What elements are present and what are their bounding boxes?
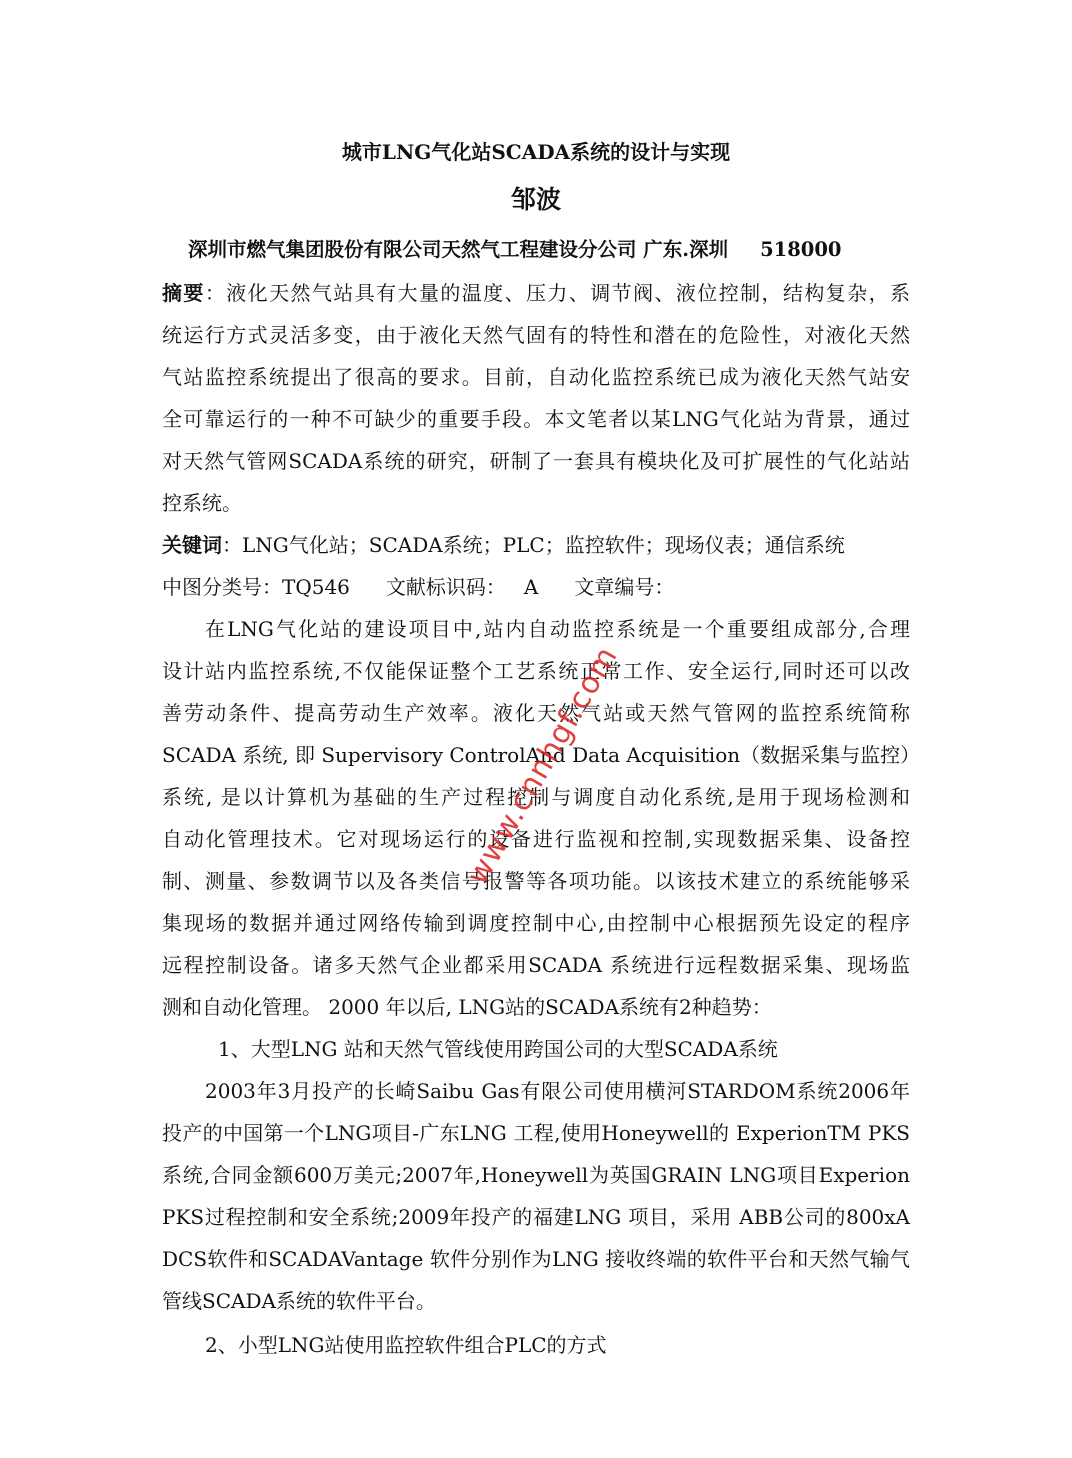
abstract-label: 摘要 [162,281,205,305]
keywords-text: ：LNG气化站；SCADA系统；PLC；监控软件；现场仪表；通信系统 [222,533,845,557]
article-no-label: 文章编号： [574,575,675,599]
abstract-line: 气站监控系统提出了很高的要求。目前，自动化监控系统已成为液化天然气站安 [162,365,910,389]
watermark: www.cnnhgf.com [460,640,625,891]
body-line: 管线SCADA系统的软件平台。 [162,1289,436,1313]
body-line: 善劳动条件、提高劳动生产效率。液化天然气站或天然气管网的监控系统简称 [162,701,910,725]
body-line: 制、测量、参数调节以及各类信号报警等各项功能。以该技术建立的系统能够采 [162,869,910,893]
clc-value: TQ546 [282,575,350,599]
body-line: DCS软件和SCADAVantage 软件分别作为LNG 接收终端的软件平台和天然气输气 [162,1247,910,1271]
classification-line [162,572,674,602]
body-line: 系统, 是以计算机为基础的生产过程控制与调度自动化系统,是用于现场检测和 [162,785,910,809]
keywords-label: 关键词 [162,533,222,557]
body-line: 系统,合同金额600万美元;2007年,Honeywell为英国GRAIN LNG项目Experion [162,1163,910,1187]
abstract-line: 全可靠运行的一种不可缺少的重要手段。本文笔者以某LNG气化站为背景，通过 [162,407,910,431]
author-name: 邹波 [510,185,561,214]
doc-code-label: 文献标识码： [385,575,506,599]
doc-code-value: A [523,575,539,599]
body-line: 投产的中国第一个LNG项目-广东LNG 工程,使用Honeywell的 ExperionTM PKS [162,1121,910,1145]
keywords [162,530,845,560]
body-line: 在LNG气化站的建设项目中,站内自动监控系统是一个重要组成部分,合理 [205,617,910,641]
paper-title: 城市LNG气化站SCADA系统的设计与实现 [341,140,731,164]
affiliation [188,235,842,265]
body-line: 自动化管理技术。它对现场运行的设备进行监视和控制,实现数据采集、设备控 [162,827,910,851]
body-line: 2003年3月投产的长崎Saibu Gas有限公司使用横河STARDOM系统2006年 [205,1079,910,1103]
section-heading: 1、大型LNG 站和天然气管线使用跨国公司的大型SCADA系统 [218,1037,778,1061]
abstract-line: 摘要：液化天然气站具有大量的温度、压力、调节阀、液位控制，结构复杂，系 [162,281,911,305]
section-heading: 2、小型LNG站使用监控软件组合PLC的方式 [205,1333,607,1357]
abstract-line: 统运行方式灵活多变，由于液化天然气固有的特性和潜在的危险性，对液化天然 [162,323,910,347]
body-line: SCADA 系统, 即 Supervisory ControlAnd Data Acquisition（数据采集与监控） [162,743,921,767]
abstract-line: 控系统。 [162,491,242,515]
abstract-line: 对天然气管网SCADA系统的研究，研制了一套具有模块化及可扩展性的气化站站 [162,449,910,473]
body-line: 远程控制设备。诸多天然气企业都采用SCADA 系统进行远程数据采集、现场监 [162,953,910,977]
postcode: 518000 [760,238,842,261]
body-line: 集现场的数据并通过网络传输到调度控制中心,由控制中心根据预先设定的程序 [162,911,910,935]
affiliation-text: 深圳市燃气集团股份有限公司天然气工程建设分公司 广东.深圳 [188,238,729,261]
body-line: PKS过程控制和安全系统;2009年投产的福建LNG 项目，采用 ABB公司的800xA [162,1205,910,1229]
body-line: 设计站内监控系统,不仅能保证整个工艺系统正常工作、安全运行,同时还可以改 [162,659,910,683]
body-line: 测和自动化管理。 2000 年以后, LNG站的SCADA系统有2种趋势： [162,995,772,1019]
clc-label: 中图分类号： [162,575,282,599]
